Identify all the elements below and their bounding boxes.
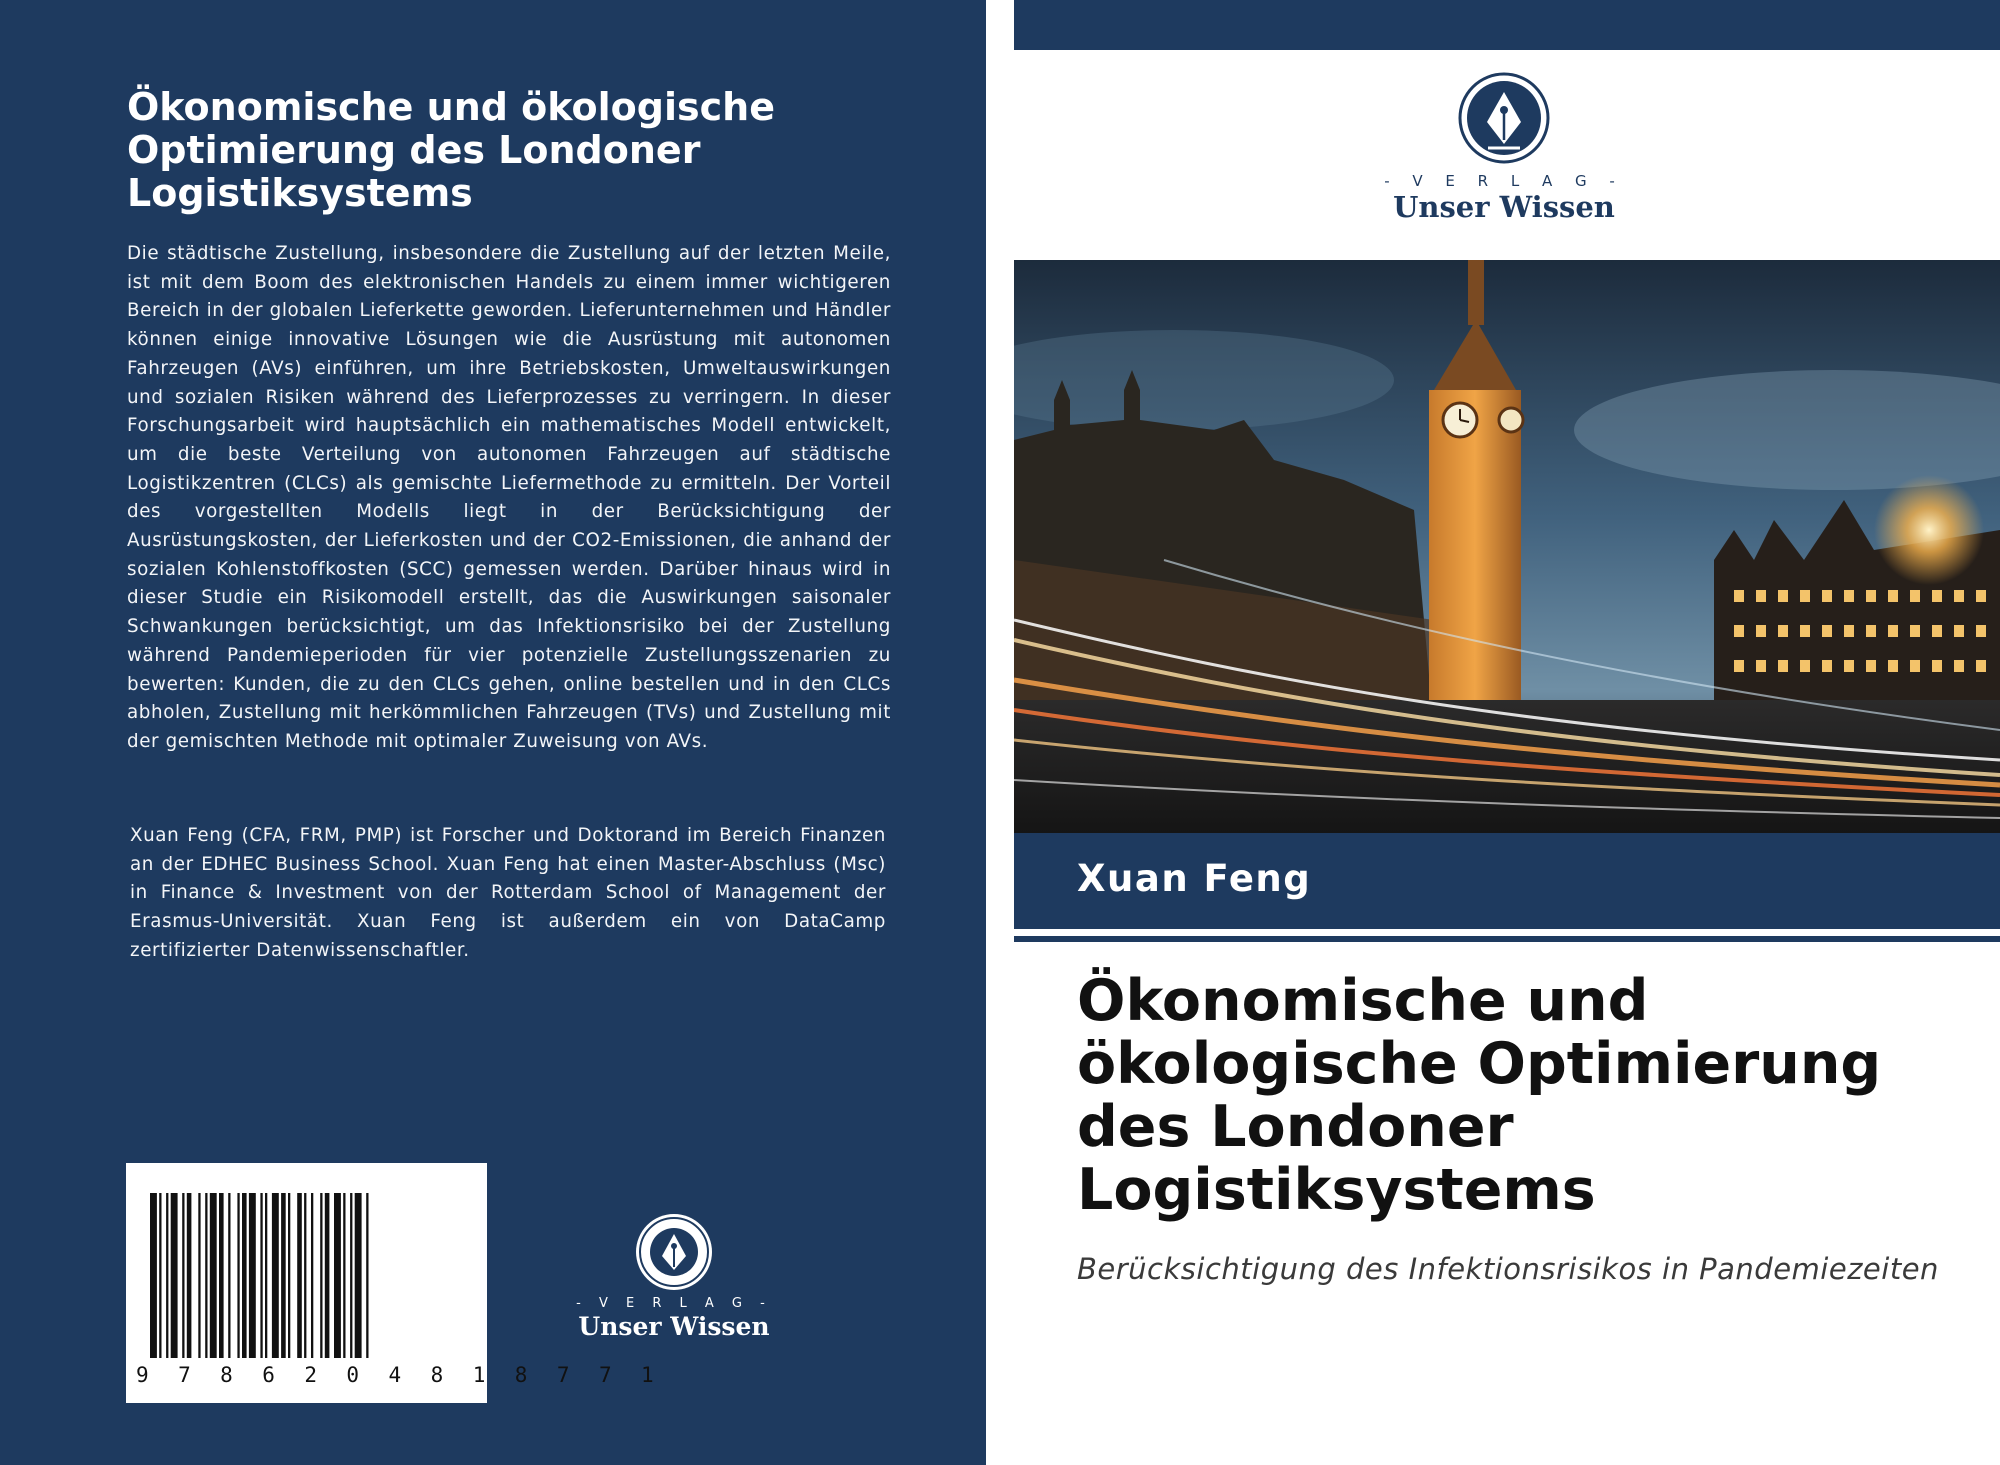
- publisher-logo-back: [574, 1212, 774, 1342]
- front-top-bar: [1014, 0, 2000, 50]
- divider-rule: [1014, 936, 2000, 942]
- publisher-logo-front: [1384, 72, 1624, 222]
- spine: [986, 0, 1014, 1465]
- publisher-verlag-label: - V E R L A G -: [1384, 172, 1624, 190]
- publisher-name: Unser Wissen: [578, 1312, 770, 1341]
- front-cover: [1014, 0, 2000, 1465]
- back-cover-title: Ökonomische und ökologische Optimierung des Londoner Logistiksystems: [127, 85, 775, 215]
- author-bio: Xuan Feng (CFA, FRM, PMP) ist Forscher und Doktorand im Bereich Finanzen an der EDHEC Business School. Xuan Feng hat einen Master-Abschluss (Msc) in Finance & Investment von der Rotterdam School of Management der Erasmus-Universität. Xuan Feng ist außerdem ein von DataCamp zertifizierter Datenwissenschaftler.: [130, 825, 886, 961]
- front-cover-subtitle: Berücksichtigung des Infektionsrisikos in Pandemiezeiten: [1077, 1252, 1939, 1286]
- front-cover-title: Ökonomische und ökologische Optimierung des Londoner Logistiksystems: [1077, 968, 1882, 1223]
- pen-nib-seal-icon: [1384, 72, 1624, 172]
- isbn-barcode: [126, 1163, 663, 1403]
- pen-nib-seal-icon: [574, 1212, 774, 1292]
- author-band: [1014, 833, 2000, 929]
- back-cover: [0, 0, 986, 1465]
- isbn-number: 9 7 8 6 2 0 4 8 1 8 7 7 1: [136, 1363, 663, 1387]
- cover-photo-big-ben: [1014, 260, 2000, 833]
- author-name: Xuan Feng: [1077, 857, 1312, 900]
- publisher-verlag-label: - V E R L A G -: [576, 1296, 772, 1311]
- publisher-name: Unser Wissen: [1393, 190, 1615, 224]
- back-cover-abstract: Die städtische Zustellung, insbesondere die Zustellung auf der letzten Meile, ist mit dem Boom des elektronischen Handels zu einem immer wichtigeren Bereich in der globalen Lieferkette geworden. Lieferunternehmen und Händler können einige innovative Lösungen wie die Ausrüstung mit autonomen Fahrzeugen (AVs) einführen, um ihre Betriebskosten, Umweltauswirkungen und sozialen Risiken während des Lieferprozesses zu verringern. In dieser Forschungsarbeit wird hauptsächlich ein mathematisches Modell entwickelt, um die beste Verteilung von autonomen Fahrzeugen auf städtische Logistikzentren (CLCs) als gemischte Liefermethode zu ermitteln. Der Vorteil des vorgestellten Modells liegt in der Berücksichtigung der Ausrüstungskosten, der Lieferkosten und der CO2-Emissionen, die anhand der sozialen Kohlenstoffkosten (SCC) gemessen werden. Darüber hinaus wird in dieser Studie ein Risikomodell erstellt, das die Auswirkungen saisonaler Schwankungen berücksichtigt, um das Infektionsrisiko bei der Zustellung während Pandemieperioden für vier potenzielle Zustellungsszenarien zu bewerten: Kunden, die zu den CLCs gehen, online bestellen und in den CLCs abholen, Zustellung mit herkömmlichen Fahrzeugen (TVs) und Zustellung mit der gemischten Methode mit optimaler Zuweisung von AVs.: [127, 243, 891, 752]
